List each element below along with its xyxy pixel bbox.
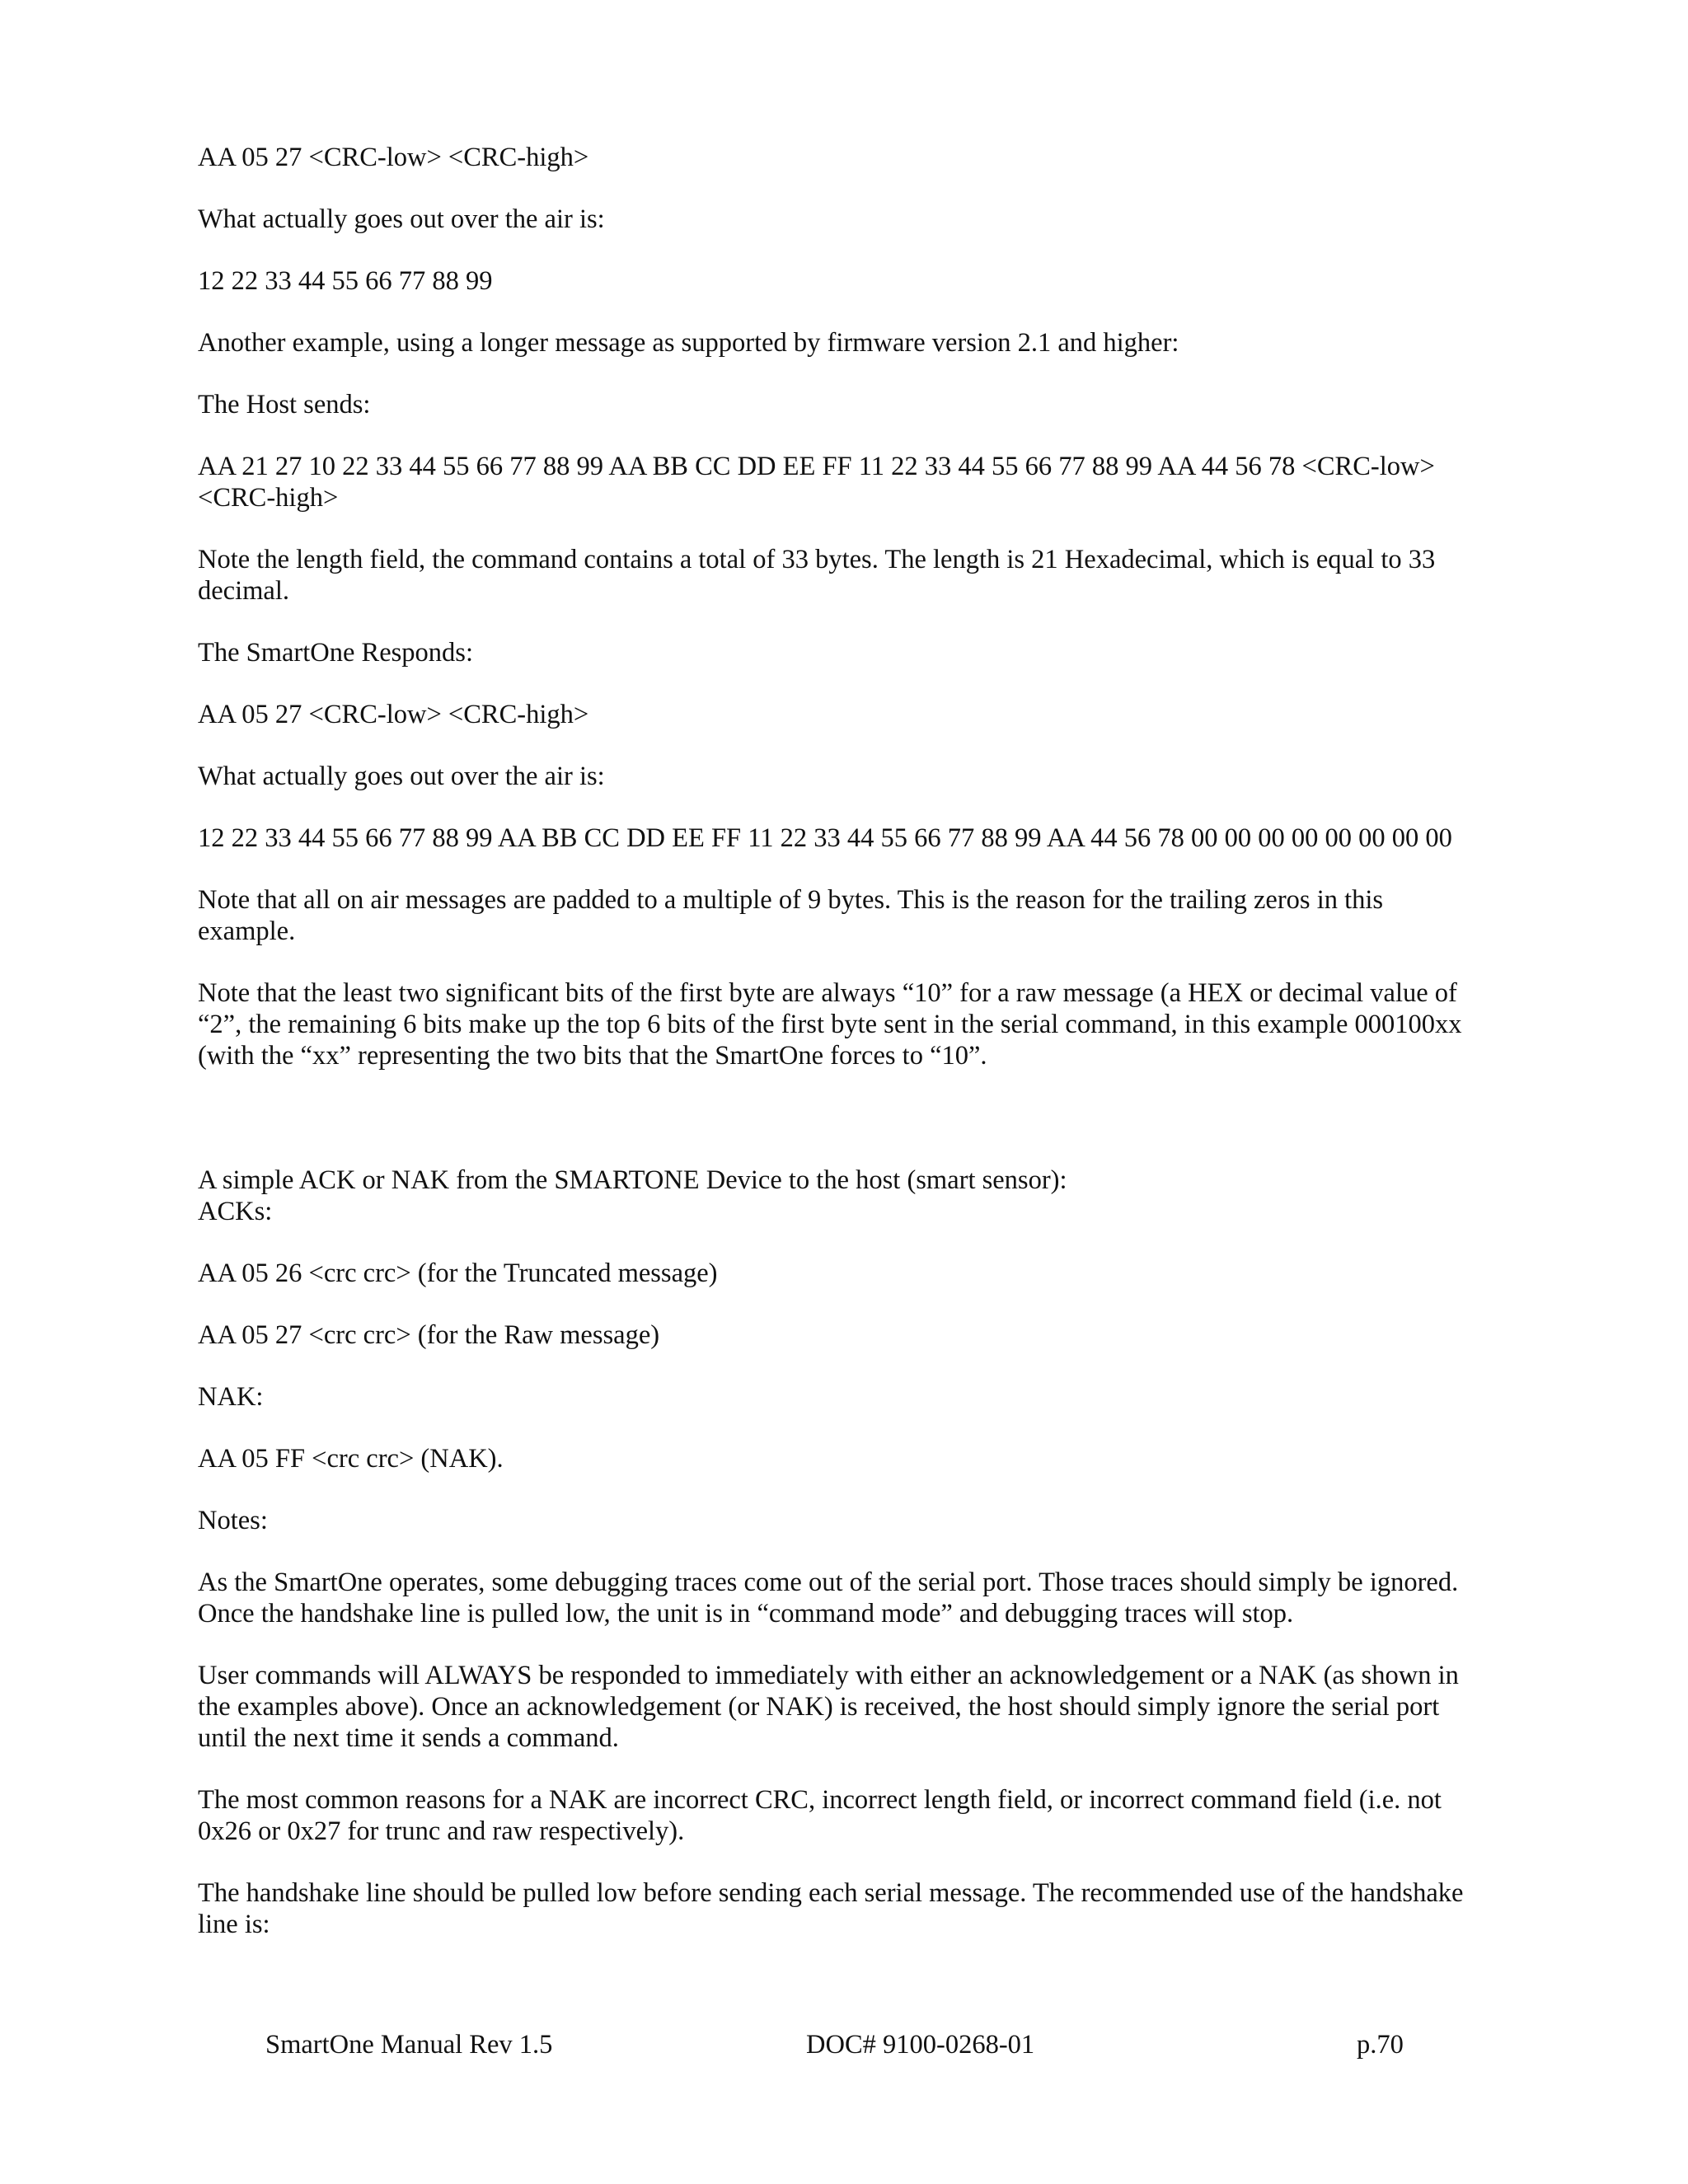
- footer-manual-title: SmartOne Manual Rev 1.5: [265, 2030, 553, 2060]
- document-body: [198, 142, 1484, 1971]
- paragraph: ACKs:: [198, 1197, 273, 1226]
- paragraph: A simple ACK or NAK from the SMARTONE Device to the host (smart sensor):: [198, 1165, 1067, 1195]
- paragraph: NAK:: [198, 1382, 264, 1412]
- paragraph: AA 05 27 <CRC-low> <CRC-high>: [198, 700, 589, 729]
- footer-doc-number: DOC# 9100-0268-01: [806, 2030, 1035, 2060]
- paragraph: AA 05 27 <CRC-low> <CRC-high>: [198, 143, 589, 172]
- paragraph: What actually goes out over the air is:: [198, 762, 605, 791]
- paragraph: User commands will ALWAYS be responded to immediately with either an acknowledgement or a NAK (as shown in the examples above). Once an acknowledgement (or NAK) is received, the host should simply ignore the serial port until the next time it sends a command.: [198, 1661, 1459, 1753]
- page-footer: [0, 2029, 1688, 2062]
- paragraph: AA 05 FF <crc crc> (NAK).: [198, 1444, 504, 1474]
- paragraph: AA 05 26 <crc crc> (for the Truncated message): [198, 1258, 718, 1288]
- paragraph: Note the length field, the command contains a total of 33 bytes. The length is 21 Hexadecimal, which is equal to 33 decimal.: [198, 545, 1436, 606]
- paragraph: The Host sends:: [198, 390, 371, 419]
- paragraph: What actually goes out over the air is:: [198, 204, 605, 234]
- paragraph: The most common reasons for a NAK are incorrect CRC, incorrect length field, or incorrect command field (i.e. not 0x26 or 0x27 for trunc and raw respectively).: [198, 1785, 1442, 1846]
- paragraph: Another example, using a longer message as supported by firmware version 2.1 and higher:: [198, 328, 1179, 358]
- footer-page-number: p.70: [1357, 2030, 1404, 2060]
- paragraph: The handshake line should be pulled low before sending each serial message. The recommended use of the handshake line is:: [198, 1878, 1464, 1939]
- section-spacer: [198, 1102, 1484, 1165]
- paragraph: 12 22 33 44 55 66 77 88 99 AA BB CC DD EE FF 11 22 33 44 55 66 77 88 99 AA 44 56 78 00 00 00 00 00 00 00 00: [198, 823, 1452, 853]
- paragraph: Note that all on air messages are padded to a multiple of 9 bytes. This is the reason for the trailing zeros in this example.: [198, 885, 1384, 946]
- paragraph: AA 21 27 10 22 33 44 55 66 77 88 99 AA BB CC DD EE FF 11 22 33 44 55 66 77 88 99 AA 44 56 78 <CRC-low> <CRC-high>: [198, 452, 1435, 513]
- paragraph: As the SmartOne operates, some debugging traces come out of the serial port. Those traces should simply be ignored. Once the handshake line is pulled low, the unit is in “command mode” and debugging traces will stop.: [198, 1568, 1459, 1629]
- paragraph: The SmartOne Responds:: [198, 638, 473, 668]
- paragraph: Note that the least two significant bits of the first byte are always “10” for a raw message (a HEX or decimal value of “2”, the remaining 6 bits make up the top 6 bits of the first byte sent in the serial command, in this example 000100xx (with the “xx” representing the two bits that the SmartOne forces to “10”.: [198, 978, 1462, 1071]
- paragraph: AA 05 27 <crc crc> (for the Raw message): [198, 1320, 660, 1350]
- paragraph: 12 22 33 44 55 66 77 88 99: [198, 266, 493, 296]
- paragraph: Notes:: [198, 1506, 268, 1535]
